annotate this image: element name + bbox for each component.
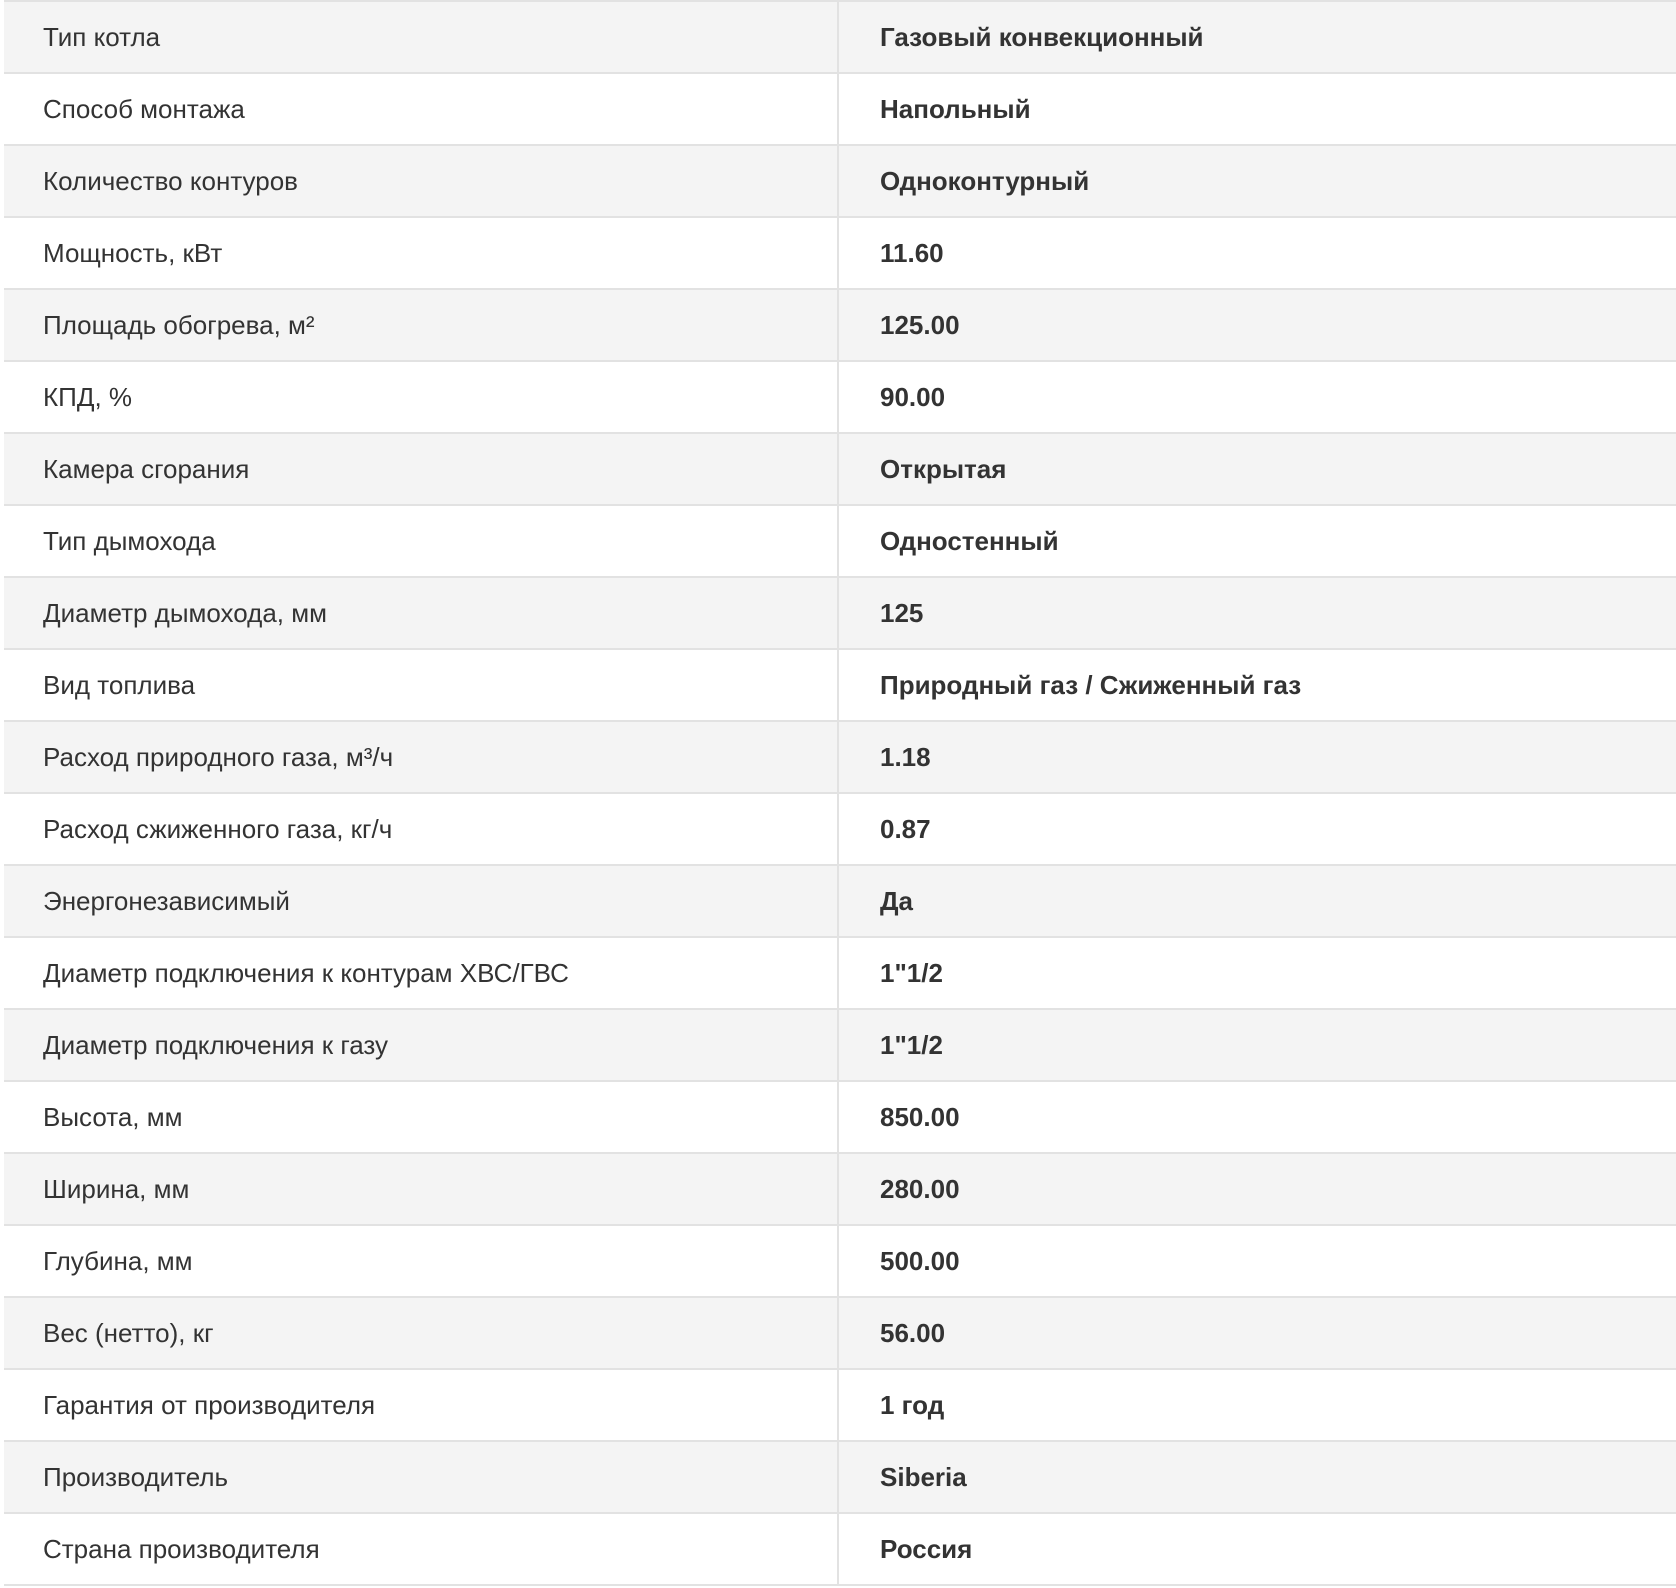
spec-label: Количество контуров [4,145,838,217]
table-row [4,721,1676,793]
spec-label: Расход природного газа, м³/ч [4,721,838,793]
spec-value: Газовый конвекционный [838,1,1676,73]
table-row [4,505,1676,577]
spec-label: Высота, мм [4,1081,838,1153]
table-row [4,649,1676,721]
table-row [4,289,1676,361]
spec-value: 1"1/2 [838,937,1676,1009]
spec-value: Россия [838,1513,1676,1585]
spec-label: Способ монтажа [4,73,838,145]
table-row [4,1081,1676,1153]
table-row [4,1297,1676,1369]
spec-label: Ширина, мм [4,1153,838,1225]
table-row [4,145,1676,217]
spec-label: Диаметр подключения к газу [4,1009,838,1081]
spec-label: Тип котла [4,1,838,73]
spec-value: Одностенный [838,505,1676,577]
table-row [4,217,1676,289]
spec-value: 1 год [838,1369,1676,1441]
spec-value: 1"1/2 [838,1009,1676,1081]
spec-label: КПД, % [4,361,838,433]
spec-value: Да [838,865,1676,937]
spec-label: Расход сжиженного газа, кг/ч [4,793,838,865]
table-row [4,793,1676,865]
spec-label: Гарантия от производителя [4,1369,838,1441]
spec-value: Одноконтурный [838,145,1676,217]
table-row [4,1,1676,73]
table-row [4,1009,1676,1081]
spec-value: 500.00 [838,1225,1676,1297]
spec-label: Камера сгорания [4,433,838,505]
spec-value: 1.18 [838,721,1676,793]
specifications-table [4,0,1676,1586]
spec-label: Мощность, кВт [4,217,838,289]
table-row [4,937,1676,1009]
spec-label: Производитель [4,1441,838,1513]
spec-label: Диаметр дымохода, мм [4,577,838,649]
table-row [4,1369,1676,1441]
spec-value: Природный газ / Сжиженный газ [838,649,1676,721]
table-row [4,361,1676,433]
spec-label: Площадь обогрева, м² [4,289,838,361]
table-row [4,1441,1676,1513]
table-row [4,865,1676,937]
table-row [4,433,1676,505]
table-row [4,577,1676,649]
spec-value: Напольный [838,73,1676,145]
spec-value: 125 [838,577,1676,649]
spec-value: Открытая [838,433,1676,505]
table-row [4,1153,1676,1225]
spec-label: Вес (нетто), кг [4,1297,838,1369]
spec-label: Глубина, мм [4,1225,838,1297]
table-row [4,1225,1676,1297]
table-row [4,73,1676,145]
table-row [4,1513,1676,1585]
spec-label: Энергонезависимый [4,865,838,937]
spec-value: 850.00 [838,1081,1676,1153]
specifications-table-body [4,1,1676,1585]
spec-value: 280.00 [838,1153,1676,1225]
spec-value: Siberia [838,1441,1676,1513]
spec-value: 125.00 [838,289,1676,361]
spec-label: Вид топлива [4,649,838,721]
spec-label: Страна производителя [4,1513,838,1585]
spec-value: 90.00 [838,361,1676,433]
spec-value: 11.60 [838,217,1676,289]
spec-label: Тип дымохода [4,505,838,577]
spec-value: 56.00 [838,1297,1676,1369]
spec-value: 0.87 [838,793,1676,865]
spec-label: Диаметр подключения к контурам ХВС/ГВС [4,937,838,1009]
